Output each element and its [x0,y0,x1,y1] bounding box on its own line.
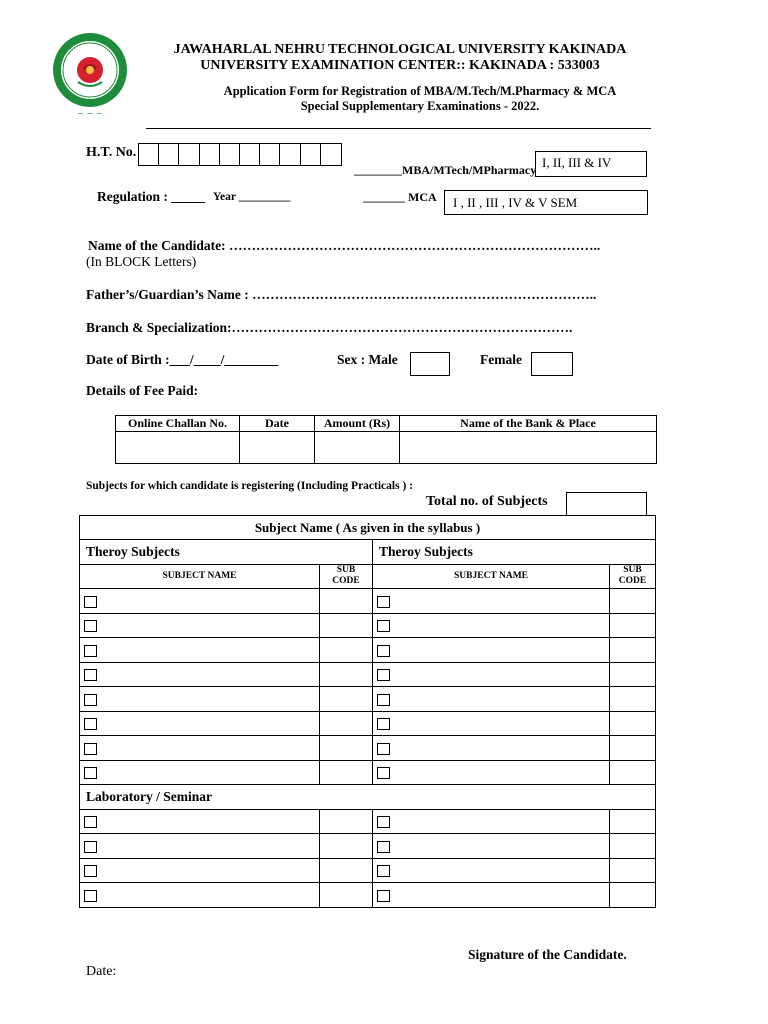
mba-semester-box: I, II, III & IV [535,151,647,177]
subject-checkbox[interactable] [377,620,390,632]
dob-field[interactable]: Date of Birth :___/____/________ [86,352,279,367]
lab-code-cell-right[interactable] [610,858,656,883]
subject-checkbox[interactable] [377,596,390,608]
theory-row [80,736,656,761]
lab-heading: Laboratory / Seminar [80,785,656,810]
theory-code-cell-left[interactable] [320,736,373,761]
lab-row [80,809,656,834]
subject-checkbox[interactable] [84,620,97,632]
subject-checkbox[interactable] [84,645,97,657]
lab-subject-cell-right[interactable] [373,809,610,834]
subject-checkbox[interactable] [84,890,97,902]
father-name-field[interactable]: Father’s/Guardian’s Name : ………………………………………………………………….. [86,287,597,302]
fee-col-challan: Online Challan No. [116,416,240,432]
lab-row [80,883,656,908]
theory-code-cell-left[interactable] [320,613,373,638]
header-form-title: Application Form for Registration of MBA/M.Tech/M.Pharmacy & MCA Special Supplementary Examinations - 2022. [223,84,617,113]
subject-checkbox[interactable] [84,841,97,853]
lab-subject-cell-left[interactable] [80,883,320,908]
theory-code-cell-right[interactable] [610,736,656,761]
col-subject-left: SUBJECT NAME [80,564,320,589]
header-divider [146,128,651,129]
lab-subject-cell-right[interactable] [373,883,610,908]
theory-row [80,613,656,638]
col-code-left: SUB CODE [320,564,373,589]
subject-checkbox[interactable] [377,743,390,755]
subject-checkbox[interactable] [377,669,390,681]
theory-subject-cell-right[interactable] [373,711,610,736]
lab-code-cell-left[interactable] [320,883,373,908]
male-checkbox[interactable] [410,352,450,376]
theory-subject-cell-left[interactable] [80,589,320,614]
theory-subject-cell-left[interactable] [80,760,320,785]
subject-checkbox[interactable] [84,865,97,877]
theory-code-cell-left[interactable] [320,711,373,736]
fee-details-label: Details of Fee Paid: [86,383,199,398]
fee-col-bank: Name of the Bank & Place [400,416,657,432]
fee-amount-cell[interactable] [315,432,400,464]
ht-no-boxes[interactable] [138,143,342,166]
col-subject-right: SUBJECT NAME [373,564,610,589]
theory-subject-cell-left[interactable] [80,613,320,638]
lab-code-cell-left[interactable] [320,858,373,883]
total-subjects-box[interactable] [566,492,647,516]
theory-code-cell-right[interactable] [610,687,656,712]
theory-row [80,638,656,663]
theory-code-cell-left[interactable] [320,589,373,614]
subjects-table [79,515,656,908]
theory-row [80,589,656,614]
year-label: Year _________ [213,191,291,203]
subject-checkbox[interactable] [377,841,390,853]
total-subjects-label: Total no. of Subjects [426,494,548,509]
subject-checkbox[interactable] [84,718,97,730]
header-university: JAWAHARLAL NEHRU TECHNOLOGICAL UNIVERSITY KAKINADA UNIVERSITY EXAMINATION CENTER:: KAKINADA : 533003 [173,42,627,73]
subject-checkbox[interactable] [377,645,390,657]
theory-left-heading: Theroy Subjects [80,540,373,565]
regulation-label: Regulation : _____ [97,189,205,204]
theory-row [80,662,656,687]
subject-checkbox[interactable] [84,767,97,779]
lab-subject-cell-left[interactable] [80,834,320,859]
theory-subject-cell-left[interactable] [80,662,320,687]
fee-col-amount: Amount (Rs) [315,416,400,432]
theory-right-heading: Theroy Subjects [373,540,656,565]
mca-course-label: _______ MCA [363,190,437,204]
theory-subject-cell-left[interactable] [80,687,320,712]
theory-subject-cell-left[interactable] [80,638,320,663]
theory-code-cell-right[interactable] [610,711,656,736]
signature-label: Signature of the Candidate. [468,947,627,962]
lab-code-cell-left[interactable] [320,834,373,859]
lab-row [80,834,656,859]
subject-checkbox[interactable] [377,694,390,706]
fee-bank-cell[interactable] [400,432,657,464]
fee-challan-cell[interactable] [116,432,240,464]
theory-code-cell-left[interactable] [320,638,373,663]
subjects-table-title: Subject Name ( As given in the syllabus ) [80,516,656,540]
lab-row [80,858,656,883]
subject-checkbox[interactable] [377,718,390,730]
date-label: Date: [86,964,117,979]
theory-row [80,711,656,736]
candidate-name-field[interactable]: Name of the Candidate: ……………………………………………………………………….. [88,238,601,253]
theory-subject-cell-left[interactable] [80,736,320,761]
subject-checkbox[interactable] [377,816,390,828]
lab-code-cell-right[interactable] [610,809,656,834]
lab-code-cell-left[interactable] [320,809,373,834]
theory-code-cell-right[interactable] [610,613,656,638]
fee-date-cell[interactable] [240,432,315,464]
theory-code-cell-left[interactable] [320,760,373,785]
subject-checkbox[interactable] [84,694,97,706]
ht-no-label: H.T. No. [86,145,137,160]
block-letters-note: (In BLOCK Letters) [86,254,197,269]
theory-subject-cell-right[interactable] [373,760,610,785]
mba-course-label: ________MBA/MTech/MPharmacy [354,163,537,177]
subject-checkbox[interactable] [377,865,390,877]
lab-subject-cell-left[interactable] [80,809,320,834]
university-logo [50,30,130,122]
branch-field[interactable]: Branch & Specialization:…………………………………………………………………. [86,320,573,335]
subject-checkbox[interactable] [377,890,390,902]
theory-code-cell-right[interactable] [610,760,656,785]
theory-subject-cell-right[interactable] [373,638,610,663]
theory-subject-cell-right[interactable] [373,662,610,687]
theory-code-cell-left[interactable] [320,662,373,687]
subject-checkbox[interactable] [84,669,97,681]
female-checkbox[interactable] [531,352,573,376]
col-code-right: SUB CODE [610,564,656,589]
subject-checkbox[interactable] [84,596,97,608]
sex-male-label: Sex : Male [337,352,398,367]
theory-subject-cell-left[interactable] [80,711,320,736]
mca-semester-box: I , II , III , IV & V SEM [444,190,648,215]
fee-table [115,415,657,464]
theory-row [80,760,656,785]
theory-subject-cell-right[interactable] [373,589,610,614]
theory-code-cell-right[interactable] [610,638,656,663]
theory-code-cell-right[interactable] [610,662,656,687]
subject-checkbox[interactable] [84,816,97,828]
subject-checkbox[interactable] [84,743,97,755]
lab-code-cell-right[interactable] [610,883,656,908]
female-label: Female [480,352,522,367]
svg-text:~ ~ ~: ~ ~ ~ [77,109,103,118]
lab-code-cell-right[interactable] [610,834,656,859]
theory-code-cell-right[interactable] [610,589,656,614]
theory-code-cell-left[interactable] [320,687,373,712]
subject-checkbox[interactable] [377,767,390,779]
lab-subject-cell-right[interactable] [373,858,610,883]
theory-subject-cell-right[interactable] [373,613,610,638]
subjects-note: Subjects for which candidate is registering (Including Practicals ) : [86,480,413,492]
theory-subject-cell-right[interactable] [373,687,610,712]
lab-subject-cell-right[interactable] [373,834,610,859]
lab-subject-cell-left[interactable] [80,858,320,883]
theory-row [80,687,656,712]
fee-col-date: Date [240,416,315,432]
theory-subject-cell-right[interactable] [373,736,610,761]
